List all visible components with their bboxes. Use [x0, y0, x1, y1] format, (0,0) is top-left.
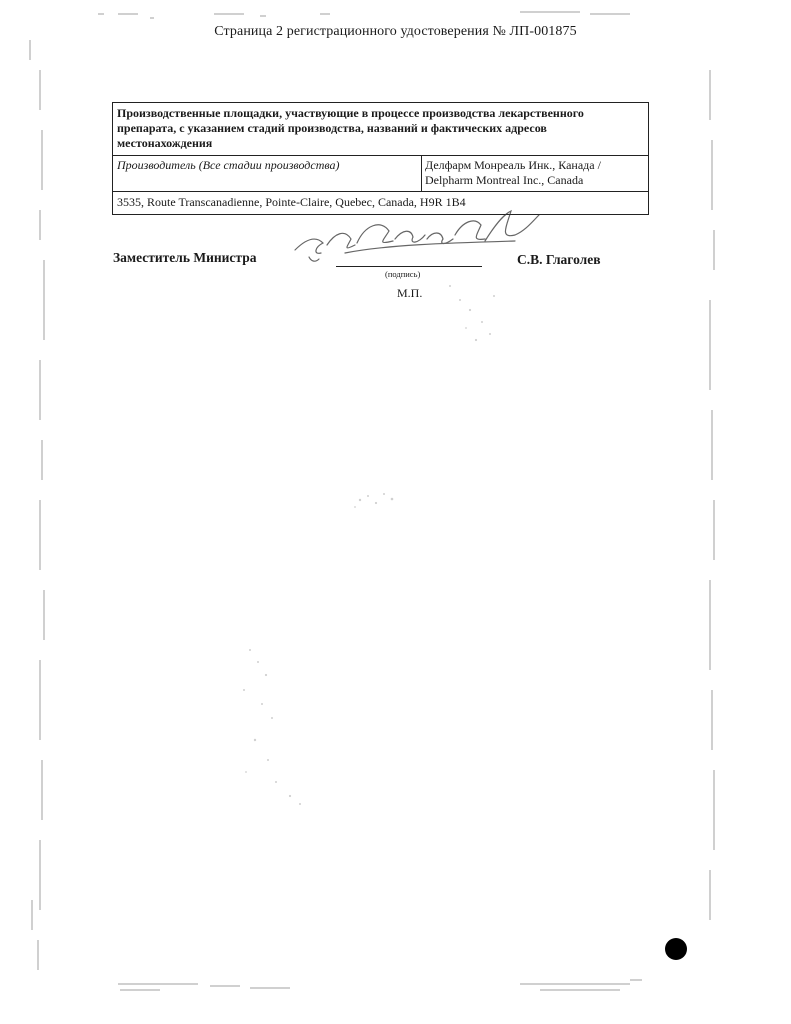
page-header-title: Страница 2 регистрационного удостоверения № ЛП-001875	[214, 24, 577, 39]
position-title: Заместитель Министра	[113, 250, 257, 265]
table-heading: Производственные площадки, участвующие в процессе производства лекарственного препарата, с указанием стадий производства, названий и фактических адресов местонахождения	[113, 103, 649, 156]
hole-punch-mark	[665, 938, 687, 960]
manufacturer-name-en: Delpharm Montreal Inc., Canada	[425, 173, 584, 187]
manufacturer-row	[113, 156, 649, 192]
manufacturer-address: 3535, Route Transcanadienne, Pointe-Claire, Quebec, Canada, H9R 1B4	[113, 192, 649, 215]
manufacturer-role: Производитель (Все стадии производства)	[113, 156, 422, 192]
manufacturer-name-ru: Делфарм Монреаль Инк., Канада /	[425, 158, 601, 172]
official-name: С.В. Глаголев	[517, 252, 601, 267]
seal-label: М.П.	[397, 286, 423, 300]
signature-caption: (подпись)	[385, 269, 421, 279]
table-heading-row	[113, 103, 649, 156]
manufacturer-name-cell	[422, 156, 649, 192]
signature-line	[336, 266, 482, 267]
handwritten-signature	[285, 195, 565, 285]
